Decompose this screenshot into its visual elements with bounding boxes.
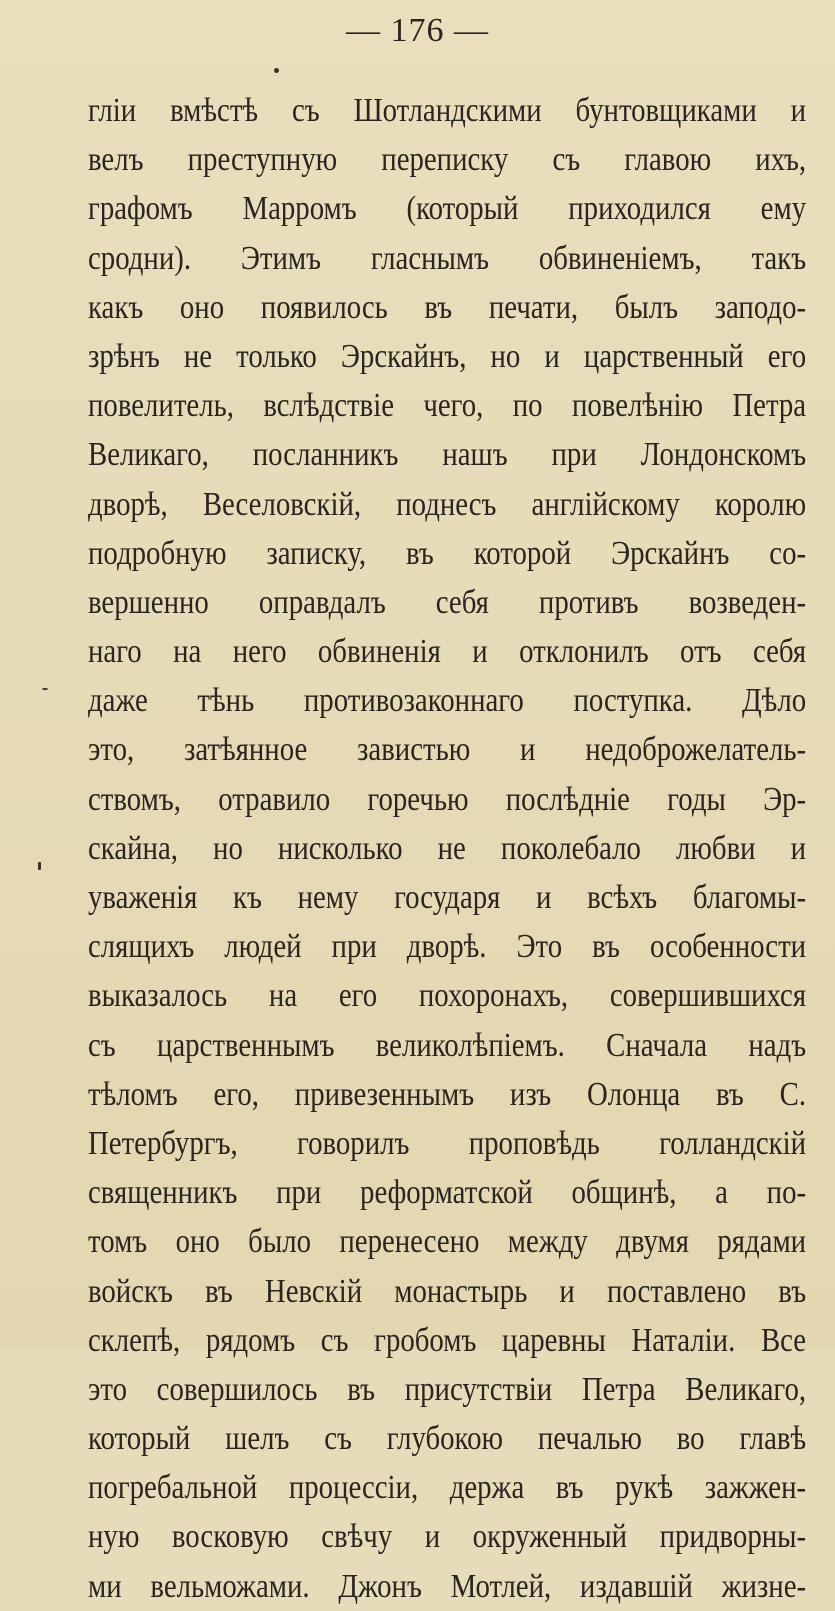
text-line: зрѣнъ не только Эрскайнъ, но и царственный его [88, 337, 807, 375]
ink-speck [42, 688, 48, 690]
text-line: уваженія къ нему государя и всѣхъ благомы- [88, 879, 807, 916]
text-line: наго на него обвиненія и отклонилъ отъ себя [88, 633, 807, 671]
text-line: сродни). Этимъ гласнымъ обвиненіемъ, такъ [88, 239, 807, 277]
text-line: даже тѣнь противозаконнаго поступка. Дѣло [88, 682, 807, 720]
text-line: слящихъ людей при дворѣ. Это въ особенности [88, 928, 807, 966]
text-line: ствомъ, отравило горечью послѣдніе годы Эр- [88, 780, 807, 818]
text-line: это совершилось въ присутствіи Петра Великаго, [88, 1370, 807, 1408]
text-line: ную восковую свѣчу и окруженный придворны- [88, 1518, 807, 1556]
text-line: склепѣ, рядомъ съ гробомъ царевны Наталіи. Все [88, 1321, 807, 1359]
ink-speck [38, 862, 41, 870]
text-line: томъ оно было перенесено между двумя рядами [88, 1223, 807, 1261]
text-line: выказалось на его похоронахъ, совершившихся [88, 977, 807, 1015]
text-line: тѣломъ его, привезеннымъ изъ Олонца въ С. [88, 1075, 807, 1113]
text-line: священникъ при реформатской общинѣ, а по- [88, 1174, 807, 1212]
text-line: вершенно оправдалъ себя противъ возведен- [88, 583, 807, 621]
text-line: гліи вмѣстѣ съ Шотландскими бунтовщиками и [88, 92, 807, 129]
text-line: погребальной процессіи, держа въ рукѣ зажжен- [88, 1469, 807, 1507]
text-line: это, затѣянное завистью и недоброжелатель- [88, 731, 807, 769]
ink-speck [274, 68, 279, 73]
text-line: скайна, но нисколько не поколебало любви и [88, 829, 807, 867]
text-line: повелитель, вслѣдствіе чего, по повелѣнію Петра [88, 387, 807, 425]
text-line: подробную записку, въ которой Эрскайнъ со- [88, 534, 807, 572]
text-line: дворѣ, Веселовскій, поднесъ англійскому королю [88, 485, 807, 523]
text-line: какъ оно появилось въ печати, былъ заподо- [88, 288, 807, 326]
text-line: съ царственнымъ великолѣпіемъ. Сначала надъ [88, 1026, 807, 1064]
page-number: — 176 — [346, 12, 489, 49]
text-line: войскъ въ Невскій монастырь и поставлено въ [88, 1272, 807, 1310]
text-line: велъ преступную переписку съ главою ихъ, [88, 141, 807, 179]
text-line: Петербургъ, говорилъ проповѣдь голландскій [88, 1124, 807, 1162]
text-line: графомъ Марромъ (который приходился ему [88, 190, 807, 228]
text-line: ми вельможами. Джонъ Мотлей, издавшій жизне- [88, 1567, 807, 1605]
page-text [88, 86, 807, 1611]
text-line: Великаго, посланникъ нашъ при Лондонскомъ [88, 436, 807, 474]
text-line: который шелъ съ глубокою печалью во главѣ [88, 1420, 807, 1458]
